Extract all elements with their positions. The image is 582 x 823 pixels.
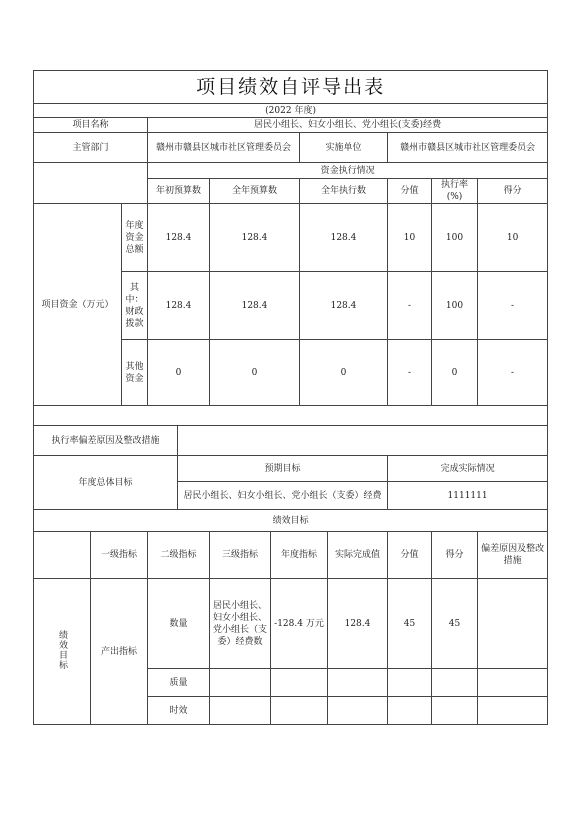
funds-row-label: 其他资金 [122, 340, 148, 406]
perf-group-label: 绩效目标 [34, 579, 91, 725]
funds-cell: 128.4 [148, 272, 210, 340]
dept-label: 主管部门 [34, 133, 148, 163]
funds-cell: 100 [432, 272, 478, 340]
perf-score-max-cell [388, 697, 432, 725]
level1-output: 产出指标 [91, 579, 148, 725]
funds-cell: - [478, 272, 548, 340]
col-perf-score: 得分 [432, 532, 478, 579]
annual-target-cell [271, 669, 328, 697]
impl-value: 赣州市赣县区城市社区管理委员会 [388, 133, 548, 163]
level2-cell: 质量 [148, 669, 210, 697]
funds-header-blank [34, 163, 148, 204]
perf-score-cell [432, 697, 478, 725]
funds-cell: 128.4 [300, 272, 388, 340]
col-annual-target: 年度指标 [271, 532, 328, 579]
actual-value-cell [328, 669, 388, 697]
col-perf-score-max: 分值 [388, 532, 432, 579]
impl-label: 实施单位 [300, 133, 388, 163]
col-level1: 一级指标 [91, 532, 148, 579]
funds-cell: 128.4 [148, 204, 210, 272]
funds-cell: - [388, 272, 432, 340]
expected-goal-value: 居民小组长、妇女小组长、党小组长（支委）经费 [178, 482, 388, 510]
evaluation-sheet [33, 70, 547, 725]
annual-target-cell [271, 697, 328, 725]
perf-header-blank [34, 532, 91, 579]
col-level3: 三级指标 [210, 532, 271, 579]
actual-value-cell [328, 697, 388, 725]
project-name-value: 居民小组长、妇女小组长、党小组长(支委)经费 [148, 118, 548, 133]
year-label: (2022 年度) [34, 104, 548, 118]
performance-section-title: 绩效目标 [34, 510, 548, 532]
funds-cell: 0 [210, 340, 300, 406]
deviation-label: 执行率偏差原因及整改措施 [34, 426, 178, 456]
level2-cell: 时效 [148, 697, 210, 725]
col-actual-value: 实际完成值 [328, 532, 388, 579]
funds-cell: - [388, 340, 432, 406]
page-title: 项目绩效自评导出表 [34, 71, 548, 104]
level3-cell [210, 669, 271, 697]
perf-score-max-cell: 45 [388, 579, 432, 669]
dept-value: 赣州市赣县区城市社区管理委员会 [148, 133, 300, 163]
evaluation-table [33, 70, 548, 725]
col-annual-executed: 全年执行数 [300, 179, 388, 204]
perf-score-max-cell [388, 669, 432, 697]
col-score-max: 分值 [388, 179, 432, 204]
funds-row-label: 年度资金总额 [122, 204, 148, 272]
funds-cell: 128.4 [210, 272, 300, 340]
col-score: 得分 [478, 179, 548, 204]
project-name-label: 项目名称 [34, 118, 148, 133]
col-annual-budget: 全年预算数 [210, 179, 300, 204]
deviation-note-cell [478, 579, 548, 669]
funds-row-label: 其中：财政拨款 [122, 272, 148, 340]
funds-cell: 128.4 [210, 204, 300, 272]
level2-cell: 数量 [148, 579, 210, 669]
funds-cell: 128.4 [300, 204, 388, 272]
deviation-note-cell [478, 697, 548, 725]
expected-goal-header: 预期目标 [178, 456, 388, 482]
funds-cell: 10 [388, 204, 432, 272]
funds-cell: - [478, 340, 548, 406]
actual-result-value: 1111111 [388, 482, 548, 510]
annual-goal-label: 年度总体目标 [34, 456, 178, 510]
funds-cell: 0 [300, 340, 388, 406]
level3-cell: 居民小组长、妇女小组长、党小组长（支委）经费数 [210, 579, 271, 669]
spacer-row [34, 406, 548, 426]
col-initial-budget: 年初预算数 [148, 179, 210, 204]
perf-score-cell [432, 669, 478, 697]
actual-result-header: 完成实际情况 [388, 456, 548, 482]
deviation-note-cell [478, 669, 548, 697]
funds-group-label: 项目资金（万元） [34, 204, 122, 406]
col-exec-rate: 执行率(%) [432, 179, 478, 204]
funds-cell: 100 [432, 204, 478, 272]
col-deviation-note: 偏差原因及整改措施 [478, 532, 548, 579]
annual-target-cell: -128.4 万元 [271, 579, 328, 669]
funds-section-title: 资金执行情况 [148, 163, 548, 179]
deviation-value [178, 426, 548, 456]
level3-cell [210, 697, 271, 725]
actual-value-cell: 128.4 [328, 579, 388, 669]
funds-cell: 10 [478, 204, 548, 272]
col-level2: 二级指标 [148, 532, 210, 579]
perf-score-cell: 45 [432, 579, 478, 669]
funds-cell: 0 [148, 340, 210, 406]
funds-cell: 0 [432, 340, 478, 406]
